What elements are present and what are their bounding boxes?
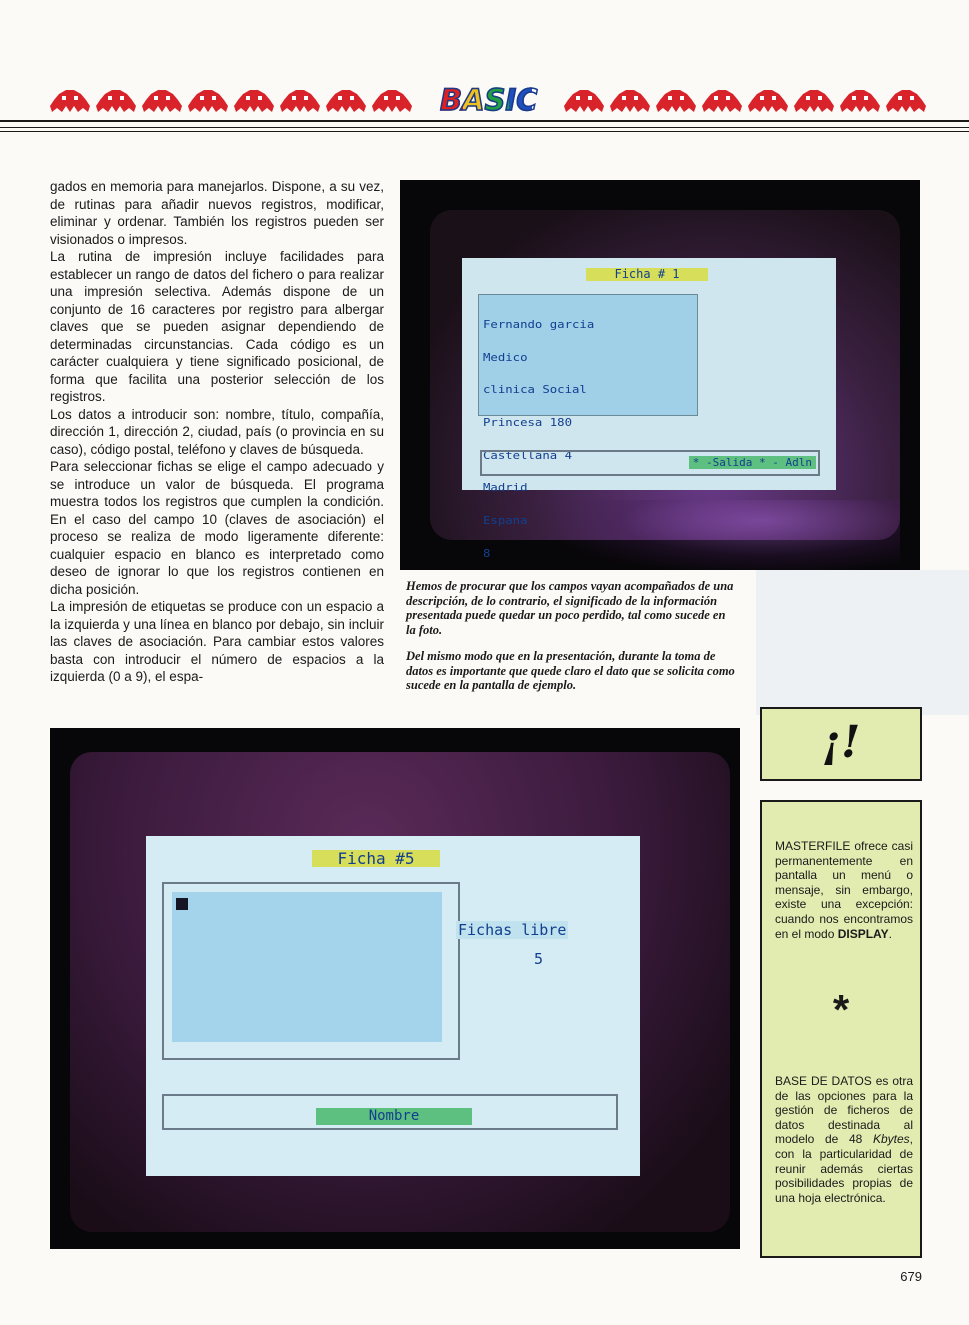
field-name-bar: Nombre [316, 1108, 472, 1125]
body-paragraph: La impresión de etiquetas se produce con un espacio a la izquierda y una línea en blanco por debajo, sin incluir las claves de asociación. Para cambiar estos valores basta con introducir el número de espacios a la izquierda (0 a 9), el espa- [50, 599, 384, 684]
record-line: Princesa 180 [483, 415, 573, 429]
monster-icon [140, 86, 184, 114]
sidebar-note-box [760, 800, 922, 1258]
record-line: 8 [483, 546, 491, 560]
monster-icon [232, 86, 276, 114]
record-line: Castellana 4 [483, 448, 573, 462]
article-body [50, 178, 384, 686]
text-cursor-icon [176, 898, 188, 910]
input-panel [162, 882, 460, 1060]
monster-icon [562, 86, 606, 114]
note-text: MASTERFILE ofrece casi permanentemente en pantalla un menú o mensaje, sin embargo, existe una excepción: cuando nos encontramos en el modo [775, 839, 913, 941]
photo-caption [406, 579, 736, 705]
note-masterfile [775, 839, 913, 941]
header-rule [0, 120, 969, 122]
monster-icon [654, 86, 698, 114]
exclamation-box [760, 707, 922, 781]
note-text: . [888, 926, 892, 941]
monster-icon [838, 86, 882, 114]
caption-paragraph: Del mismo modo que en la presentación, durante la toma de datos es importante que quede claro el dato que se solicita como sucede en la pantalla de ejemplo. [406, 649, 735, 692]
body-paragraph: Para seleccionar fichas se elige el campo adecuado y se introduce un valor de búsqueda. El programa muestra todos los registros que cumplen la condición. En el caso del campo 10 (claves de asociación) el proceso se realiza de modo ligeramente diferente: cualquier espacio en blanco es interpretado como deseo de ignorar lo que los registros contienen en dicha posición. [50, 459, 384, 597]
note-base-de-datos [775, 1074, 913, 1205]
exclamation-mark: ¡! [821, 717, 861, 768]
screen-photo-ficha-1 [400, 180, 920, 570]
monster-icon [700, 86, 744, 114]
record-line: Fernando garcia [483, 317, 595, 331]
kbytes-term: Kbytes [872, 1132, 910, 1147]
caption-paragraph: Hemos de procurar que los campos vayan acompañados de una descripción, de lo contrario, el significado de la información presentada puede quedar un poco perdido, tal como sucede en la foto. [406, 579, 734, 637]
free-records-label: Fichas libre [458, 921, 567, 939]
note-text: , con la particularidad de reunir además ciertas posibilidades propias de una hoja electrónica. [775, 1132, 913, 1205]
record-line: clinica Social [483, 383, 587, 397]
monster-border-right [562, 86, 928, 116]
monster-icon [324, 86, 368, 114]
display-mode-keyword: DISPLAY [837, 926, 889, 941]
record-line: Espana [483, 514, 528, 528]
ficha-title: Ficha # 1 [586, 268, 708, 281]
header-rule [0, 131, 969, 132]
monster-icon [792, 86, 836, 114]
monitor-screen [146, 836, 640, 1176]
header-rule [0, 127, 969, 128]
monster-icon [370, 86, 414, 114]
record-line: Medico [483, 350, 528, 364]
ficha-title: Ficha #5 [312, 850, 440, 867]
monster-icon [186, 86, 230, 114]
crt-reflection [560, 500, 900, 570]
monster-icon [94, 86, 138, 114]
sidebar-background [756, 570, 969, 715]
free-records-count: 5 [534, 950, 544, 968]
monster-icon [746, 86, 790, 114]
command-bar [162, 1094, 618, 1130]
monster-icon [48, 86, 92, 114]
monster-border-left [48, 86, 414, 116]
body-paragraph: La rutina de impresión incluye facilidades para establecer un rango de datos del fichero o para realizar una impresión selectiva. Además dispone de un conjunto de 16 caracteres por registro para albergar claves que se pueden asignar dependiendo de determinadas circunstancias. Cada código es un carácter cualquiera y tiene significado posicional, de forma que facilita una posterior selección de los registros. [50, 249, 384, 404]
screen-photo-ficha-5 [50, 728, 740, 1249]
body-paragraph: gados en memoria para manejarlos. Dispone, a su vez, de rutinas para añadir nuevos registros, modificar, eliminar y ordenar. También los registros pueden ser visionados o impresos. [50, 179, 384, 247]
monster-icon [278, 86, 322, 114]
record-panel [478, 294, 698, 560]
input-panel-fill [172, 892, 442, 1042]
command-bar [480, 450, 820, 476]
basic-section-logo: BASIC [440, 83, 538, 117]
monster-icon [884, 86, 928, 114]
page-number: 679 [900, 1269, 922, 1284]
monitor-screen [462, 258, 836, 560]
command-bar-text: * -Salida * - Adln [689, 456, 816, 469]
asterisk-separator: * [832, 986, 850, 1033]
body-paragraph: Los datos a introducir son: nombre, título, compañía, dirección 1, dirección 2, ciudad, país (o provincia en su caso), código postal, teléfono y claves de búsqueda. [50, 406, 384, 457]
monster-icon [608, 86, 652, 114]
note-text: BASE DE DATOS es otra de las opciones para la gestión de ficheros de datos destinada al modelo de 48 [775, 1074, 913, 1147]
record-line: Madrid [483, 481, 528, 495]
